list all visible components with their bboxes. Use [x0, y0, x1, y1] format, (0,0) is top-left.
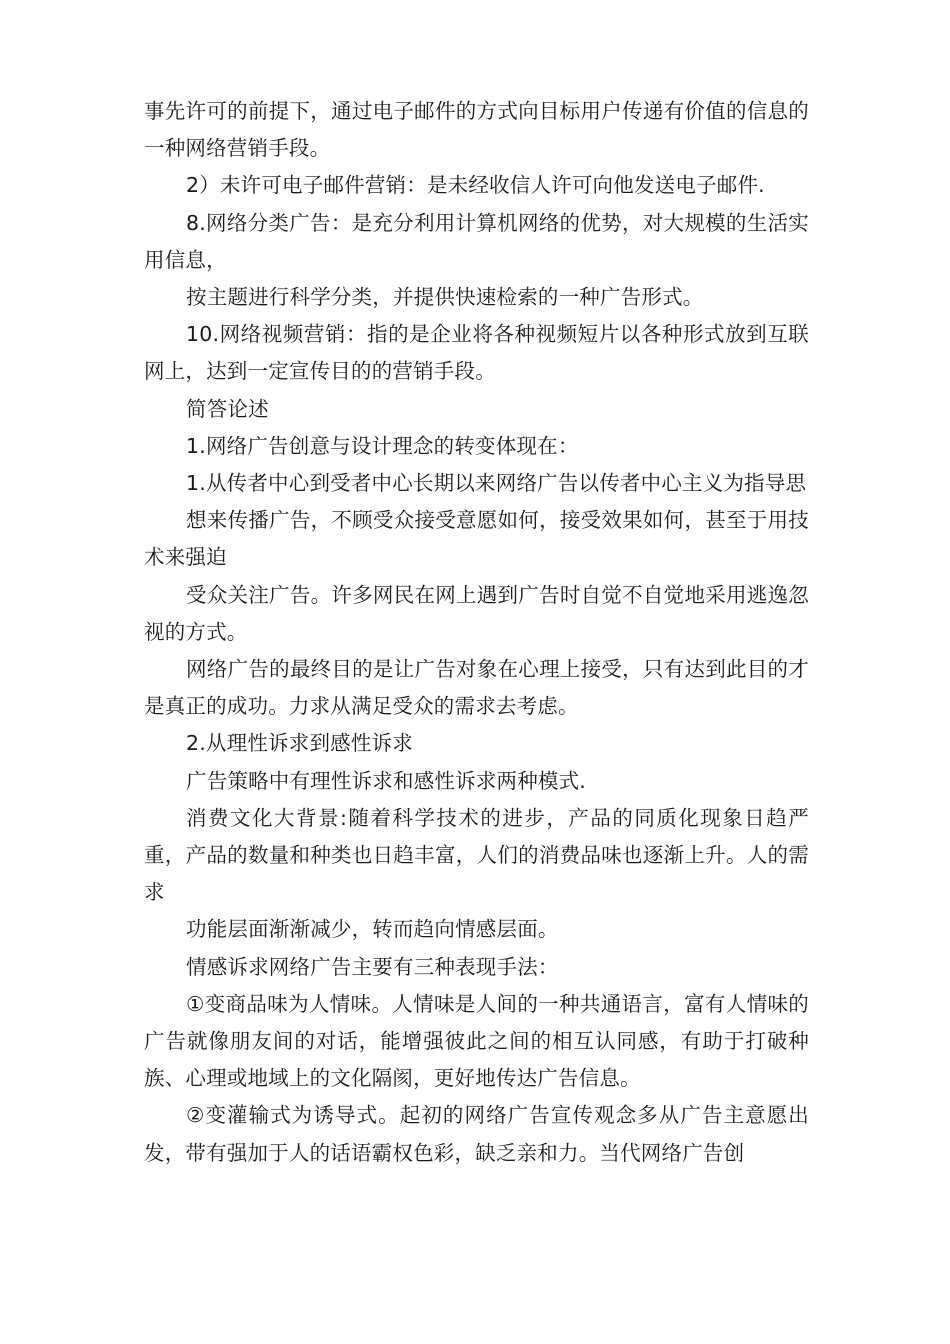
paragraph-1: 事先许可的前提下，通过电子邮件的方式向目标用户传递有价值的信息的一种网络营销手段。	[144, 99, 809, 161]
paragraph-3: 8.网络分类广告：是充分利用计算机网络的优势，对大规模的生活实用信息，	[144, 210, 809, 272]
paragraph-15: 功能层面渐渐减少，转而趋向情感层面。	[186, 917, 559, 942]
paragraph-9: 想来传播广告，不顾受众接受意愿如何，接受效果如何，甚至于用技术来强迫	[144, 508, 809, 570]
paragraph-7: 1.网络广告创意与设计理念的转变体现在：	[186, 433, 579, 458]
paragraph-17: ①变商品味为人情味。人情味是人间的一种共通语言，富有人情味的广告就像朋友间的对话，能增强彼此之间的相互认同感，有助于打破种族、心理或地域上的文化隔阂，更好地传达广告信息。	[144, 991, 809, 1091]
paragraph-5: 10.网络视频营销：指的是企业将各种视频短片以各种形式放到互联网上，达到一定宣传目的的营销手段。	[144, 322, 809, 384]
document-body	[144, 93, 809, 1172]
paragraph-16: 情感诉求网络广告主要有三种表现手法：	[186, 954, 559, 979]
paragraph-13: 广告策略中有理性诉求和感性诉求两种模式.	[186, 768, 587, 793]
paragraph-2: 2）未许可电子邮件营销：是未经收信人许可向他发送电子邮件.	[186, 173, 765, 198]
paragraph-4: 按主题进行科学分类，并提供快速检索的一种广告形式。	[186, 285, 704, 310]
paragraph-14: 消费文化大背景:随着科学技术的进步，产品的同质化现象日趋严重，产品的数量和种类也日趋丰富，人们的消费品味也逐渐上升。人的需求	[144, 805, 809, 905]
paragraph-10: 受众关注广告。许多网民在网上遇到广告时自觉不自觉地采用逃逸忽视的方式。	[144, 582, 809, 644]
paragraph-18: ②变灌输式为诱导式。起初的网络广告宣传观念多从广告主意愿出发，带有强加于人的话语霸权色彩，缺乏亲和力。当代网络广告创	[144, 1103, 809, 1165]
section-heading: 简答论述	[186, 396, 269, 421]
paragraph-11: 网络广告的最终目的是让广告对象在心理上接受，只有达到此目的才是真正的成功。力求从满足受众的需求去考虑。	[144, 657, 809, 719]
paragraph-12: 2.从理性诉求到感性诉求	[186, 731, 413, 756]
paragraph-8: 1.从传者中心到受者中心长期以来网络广告以传者中心主义为指导思	[186, 471, 807, 496]
